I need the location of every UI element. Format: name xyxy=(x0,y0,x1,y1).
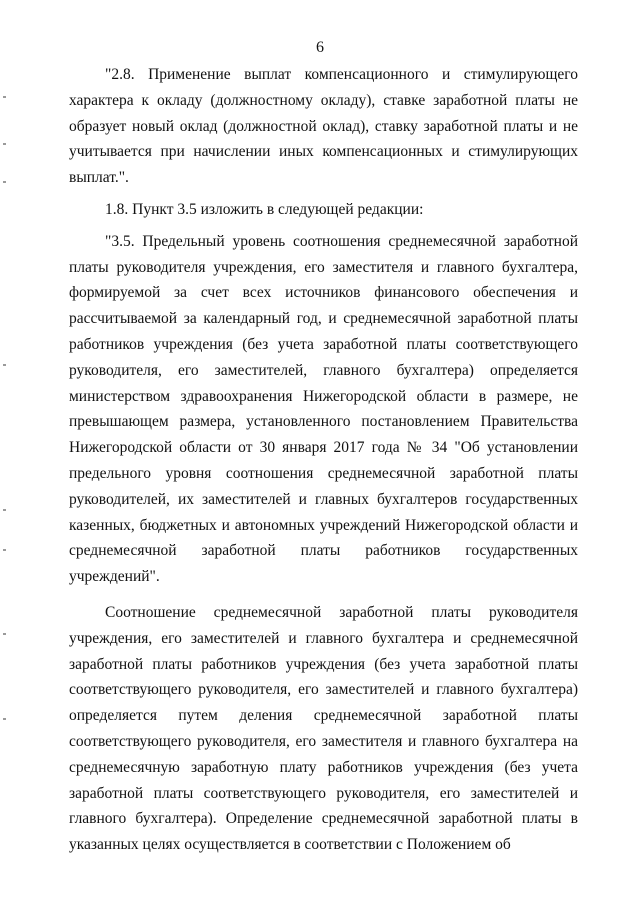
paragraph-clause-2-8: "2.8. Применение выплат компенсационного и стимулирующего характера к окладу (должностному окладу), ставке заработной платы не образует новый оклад (должностной оклад), ставку заработной платы и не учитывается при начислении иных компенсационных и стимулирующих выплат.". xyxy=(69,66,578,187)
document-body xyxy=(69,62,578,864)
page-number: 6 xyxy=(316,39,324,56)
scan-edge-marks xyxy=(0,0,12,905)
paragraph-clause-3-5: "3.5. Предельный уровень соотношения среднемесячной заработной платы руководителя учреждения, его заместителя и главного бухгалтера, формируемой за счет всех источников финансового обеспечения и рассчитываемой за календарный год, и среднемесячной заработной платы работников учреждения (без учета заработной платы соответствующего руководителя, его заместителей, главного бухгалтера) определяется министерством здравоохранения Нижегородской области в размере, не превышающем размера, установленного постановлением Правительства Нижегородской области от 30 января 2017 года № 34 "Об установлении предельного уровня соотношения среднемесячной заработной платы руководителей, их заместителей и главных бухгалтеров государственных казенных, бюджетных и автономных учреждений Нижегородской области и среднемесячной заработной платы работников государственных учреждений". xyxy=(69,232,578,586)
paragraph-item-1-8: 1.8. Пункт 3.5 изложить в следующей редакции: xyxy=(105,200,424,218)
paragraph-ratio: Соотношение среднемесячной заработной платы руководителя учреждения, его заместителей и главного бухгалтера и среднемесячной заработной платы работников учреждения (без учета заработной платы соответствующего руководителя, его заместителей и главного бухгалтера) определяется путем деления среднемесячной заработной платы соответствующего руководителя, его заместителя и главного бухгалтера на среднемесячную заработную плату работников учреждения (без учета заработной платы соответствующего руководителя, его заместителей и главного бухгалтера). Определение среднемесячной заработной платы в указанных целях осуществляется в соответствии с Положением об xyxy=(69,603,578,854)
